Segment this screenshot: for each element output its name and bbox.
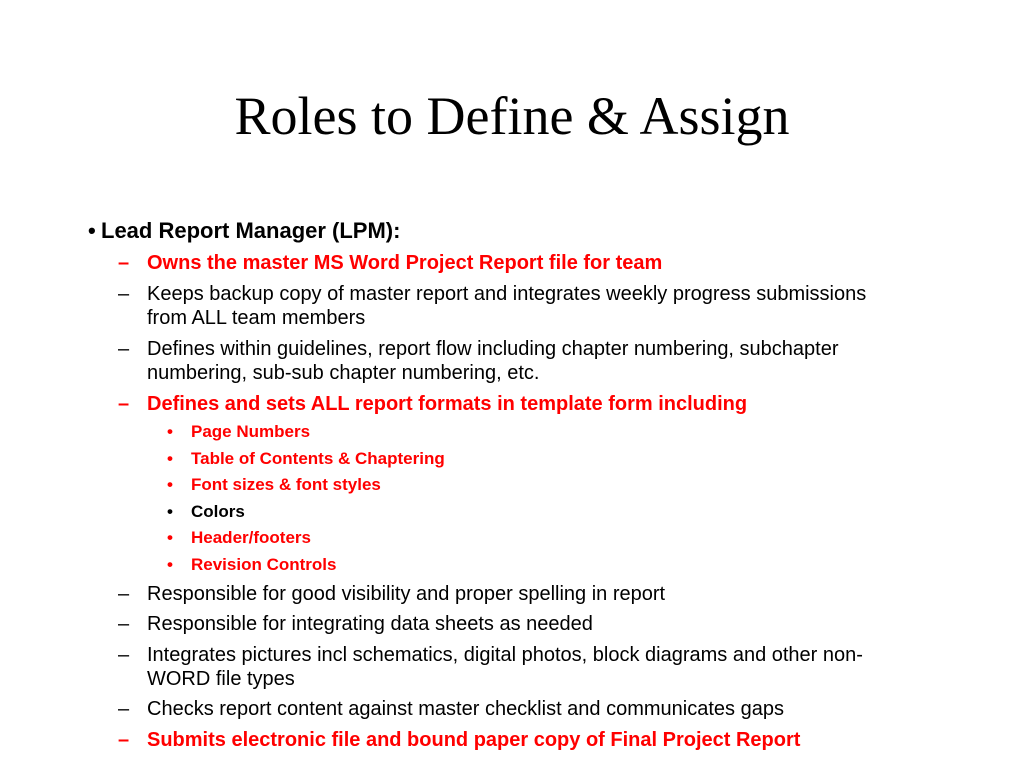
list-item-continuation: from ALL team members [147,307,366,329]
list-item: Owns the master MS Word Project Report file for team [147,252,663,274]
sub-bullet-marker: • [167,502,173,521]
list-item: Keeps backup copy of master report and integrates weekly progress submissions [147,283,867,305]
format-item: Colors [191,502,245,521]
list-item: Defines and sets ALL report formats in template form including [147,393,748,415]
dash-marker: – [118,644,130,666]
format-item: Revision Controls [191,555,337,574]
role-heading: Lead Report Manager (LPM): [101,218,401,243]
sub-bullet-marker: • [167,555,173,574]
format-item: Table of Contents & Chaptering [191,449,445,468]
list-item: Responsible for good visibility and proper spelling in report [147,583,666,605]
dash-marker: – [118,338,130,360]
dash-marker: – [118,393,130,415]
format-item: Page Numbers [191,422,311,441]
sub-bullet-marker: • [167,422,173,441]
dash-marker: – [118,698,130,720]
sub-bullet-marker: • [167,449,173,468]
dash-marker: – [118,613,130,635]
list-item: Submits electronic file and bound paper copy of Final Project Report [147,729,801,751]
list-item: Defines within guidelines, report flow including chapter numbering, subchapter [147,338,839,360]
list-item: Checks report content against master checklist and communicates gaps [147,698,784,720]
dash-marker: – [118,283,130,305]
format-item: Font sizes & font styles [191,475,381,494]
dash-marker: – [118,729,130,751]
list-item-continuation: numbering, sub-sub chapter numbering, etc. [147,362,540,384]
bullet-marker: • [88,218,96,243]
dash-marker: – [118,583,130,605]
format-item: Header/footers [191,528,311,547]
dash-marker: – [118,252,130,274]
sub-bullet-marker: • [167,528,173,547]
list-item: Integrates pictures incl schematics, digital photos, block diagrams and other non- [147,644,863,666]
sub-bullet-marker: • [167,475,173,494]
slide-title: Roles to Define & Assign [234,86,790,146]
list-item-continuation: WORD file types [147,668,295,690]
list-item: Responsible for integrating data sheets as needed [147,613,593,635]
